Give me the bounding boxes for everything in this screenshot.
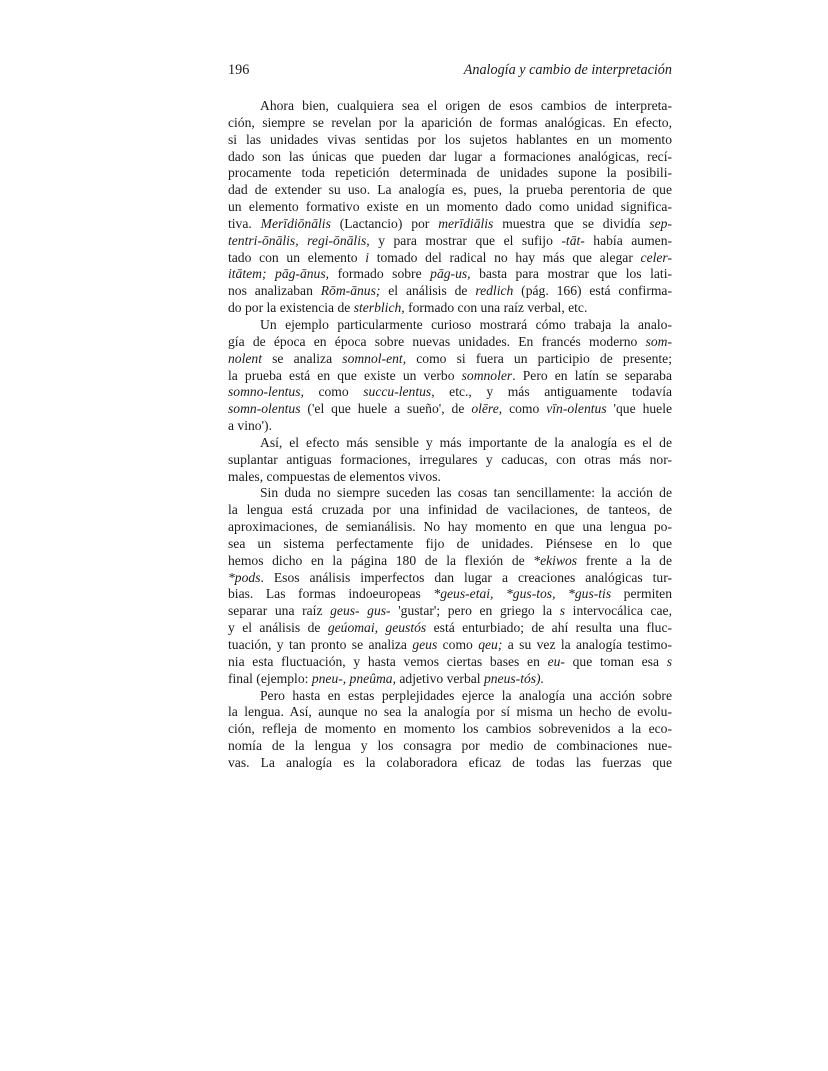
text-line: un elemento formativo existe en un momento dado como unidad significa- (228, 199, 672, 215)
book-page (228, 62, 672, 772)
text-line: la lengua está cruzada por una infinidad de vacilaciones, de tanteos, de (228, 502, 672, 518)
running-header (228, 62, 672, 82)
text-line: la prueba está en que existe un verbo somnoler. Pero en latín se separaba (228, 367, 672, 383)
paragraph (228, 98, 672, 317)
text-line: Sin duda no siempre suceden las cosas tan sencillamente: la acción de (260, 485, 672, 501)
text-line: suplantar antiguas formaciones, irregulares y caducas, con otras más nor- (228, 451, 672, 467)
text-line: tiva. Merīdiōnālis (Lactancio) por merīdiālis muestra que se dividía sep- (228, 215, 672, 231)
paragraph (228, 435, 672, 486)
paragraph (228, 317, 672, 435)
text-line: nomía de la lengua y los consagra por medio de combinaciones nue- (228, 738, 672, 754)
text-line: si las unidades vivas sentidas por los sujetos hablantes en un momento (228, 131, 672, 147)
text-line: somno-lentus, como succu-lentus, etc., y más antiguamente todavía (228, 384, 672, 400)
body-text (228, 98, 672, 772)
text-line: final (ejemplo: pneu-, pneûma, adjetivo verbal pneus-tós). (228, 670, 544, 686)
text-line: dad de extender su uso. La analogía es, pues, la prueba perentoria de que (228, 182, 672, 198)
text-line: Así, el efecto más sensible y más importante de la analogía es el de (260, 434, 672, 450)
text-line: la lengua. Así, aunque no sea la analogía por sí misma un hecho de evolu- (228, 704, 672, 720)
text-line: nia esta fluctuación, y hasta vemos ciertas bases en eu- que toman esa s (228, 653, 672, 669)
text-line: nolent se analiza somnol-ent, como si fuera un participio de presente; (228, 350, 672, 366)
text-line: vas. La analogía es la colaboradora eficaz de todas las fuerzas que (228, 754, 672, 770)
text-line: Un ejemplo particularmente curioso mostrará cómo trabaja la analo- (260, 316, 672, 332)
text-line: ción, siempre se revelan por la aparición de formas analógicas. En efecto, (228, 114, 672, 130)
page-number: 196 (228, 62, 250, 78)
text-line: dado son las únicas que pueden dar lugar a formaciones analógicas, recí- (228, 148, 672, 164)
text-line: males, compuestas de elementos vivos. (228, 468, 441, 484)
text-line: tentri-ōnālis, regi-ōnālis, y para mostrar que el sufijo -tāt- había aumen- (228, 232, 673, 248)
running-title: Analogía y cambio de interpretación (463, 62, 672, 78)
text-line: do por la existencia de sterblich, formado con una raíz verbal, etc. (228, 300, 588, 316)
text-line: nos analizaban Rōm-ānus; el análisis de redlich (pág. 166) está confirma- (228, 283, 672, 299)
text-line: Ahora bien, cualquiera sea el origen de esos cambios de interpreta- (260, 98, 672, 113)
text-line: aproximaciones, de semianálisis. No hay momento en que una lengua po- (228, 519, 672, 535)
text-line: separar una raíz geus- gus- 'gustar'; pero en griego la s intervocálica cae, (228, 603, 672, 619)
text-line: sea un sistema perfectamente fijo de unidades. Piénsese en lo que (228, 535, 672, 551)
paragraph (228, 485, 672, 687)
text-line: ción, refleja de momento en momento los cambios sobrevenidos a la eco- (228, 721, 672, 737)
text-line: *pods. Esos análisis imperfectos dan lugar a creaciones analógicas tur- (228, 569, 672, 585)
text-line: bias. Las formas indoeuropeas *geus-etai, *gus-tos, *gus-tis permiten (228, 586, 672, 602)
text-line: tuación, y tan pronto se analiza geus como qeu; a su vez la analogía testimo- (228, 637, 672, 652)
text-line: somn-olentus ('el que huele a sueño', de olēre, como vīn-olentus 'que huele (228, 401, 673, 417)
text-line: y el análisis de geúomai, geustós está enturbiado; de ahí resulta una fluc- (228, 620, 673, 636)
text-line: itātem; pāg-ānus, formado sobre pāg-us, basta para mostrar que los lati- (228, 266, 672, 282)
text-line: hemos dicho en la página 180 de la flexión de *ekiwos frente a la de (228, 552, 673, 568)
text-line: tado con un elemento i tomado del radical no hay más que alegar celer- (228, 249, 672, 265)
text-line: procamente toda repetición determinada de unidades supone la posibili- (228, 165, 672, 181)
paragraph (228, 688, 672, 772)
text-line: a vino'). (228, 418, 272, 434)
text-line: Pero hasta en estas perplejidades ejerce la analogía una acción sobre (260, 687, 672, 703)
text-line: gía de época en época sobre nuevas unidades. En francés moderno som- (228, 333, 672, 349)
